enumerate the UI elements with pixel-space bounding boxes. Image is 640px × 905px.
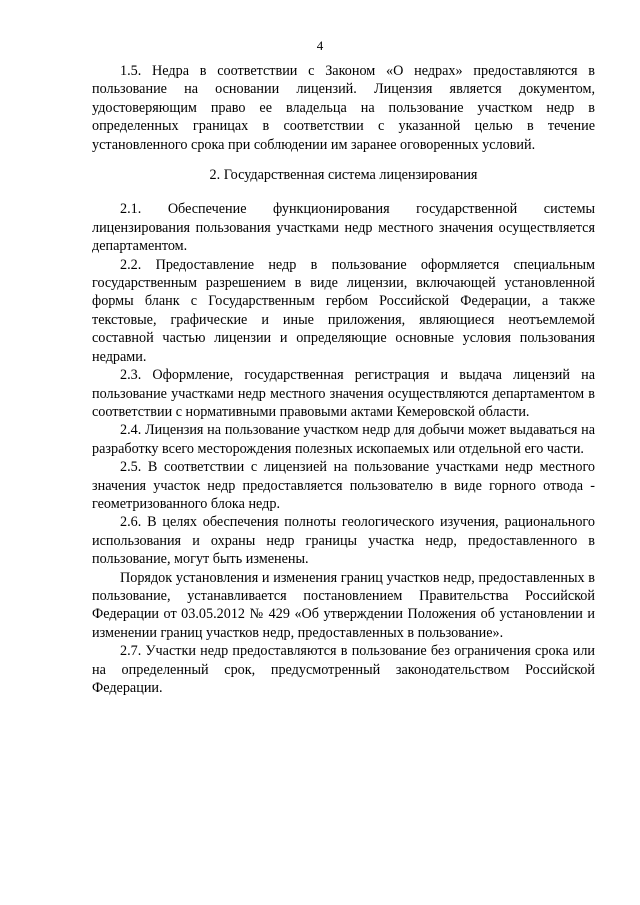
paragraph-2-2: 2.2. Предоставление недр в пользование оформляется специальным государственным разрешением в виде лицензии, включающей установленной формы бланк с Государственным гербом Российской Федерации, а также текстовые, графические и иные приложения, являющиеся неотъемлемой составной частью лицензии и определяющие основные условия пользования недрами. (92, 256, 595, 365)
document-body (92, 62, 595, 697)
page-number: 4 (316, 38, 324, 53)
paragraph-2-6-order: Порядок установления и изменения границ участков недр, предоставленных в пользование, устанавливается постановлением Правительства Российской Федерации от 03.05.2012 № 429 «Об утверждении Положения об установлении и изменении границ участков недр, предоставленных в пользование». (92, 569, 595, 641)
paragraph-2-5: 2.5. В соответствии с лицензией на пользование участками недр местного значения участок недр предоставляется пользователю в виде горного отвода - геометризованного блока недр. (92, 459, 595, 512)
section-2-heading: 2. Государственная система лицензирования (209, 167, 478, 184)
paragraph-2-1: 2.1. Обеспечение функционирования государственной системы лицензирования пользования участками недр местного значения осуществляется департаментом. (92, 201, 595, 255)
paragraph-2-6: 2.6. В целях обеспечения полноты геологического изучения, рационального использования и охраны недр границы участка недр, предоставленного в пользование, могут быть изменены. (92, 514, 595, 568)
paragraph-2-7: 2.7. Участки недр предоставляются в пользование без ограничения срока или на определенный срок, предусмотренный законодательством Российской Федерации. (92, 643, 595, 696)
paragraph-1-5: 1.5. Недра в соответствии с Законом «О недрах» предоставляются в пользование на основании лицензий. Лицензия является документом, удостоверяющим право ее владельца на пользование участком недр в определенных границах в соответствии с указанной целью в течение установленного срока при соблюдении им заранее оговоренных условий. (92, 63, 595, 153)
paragraph-2-3: 2.3. Оформление, государственная регистрация и выдача лицензий на пользование участками недр местного значения осуществляются департаментом в соответствии с нормативными правовыми актами Кемеровской области. (92, 367, 595, 420)
paragraph-2-4: 2.4. Лицензия на пользование участком недр для добычи может выдаваться на разработку всего месторождения полезных ископаемых или отдельной его части. (92, 422, 595, 457)
